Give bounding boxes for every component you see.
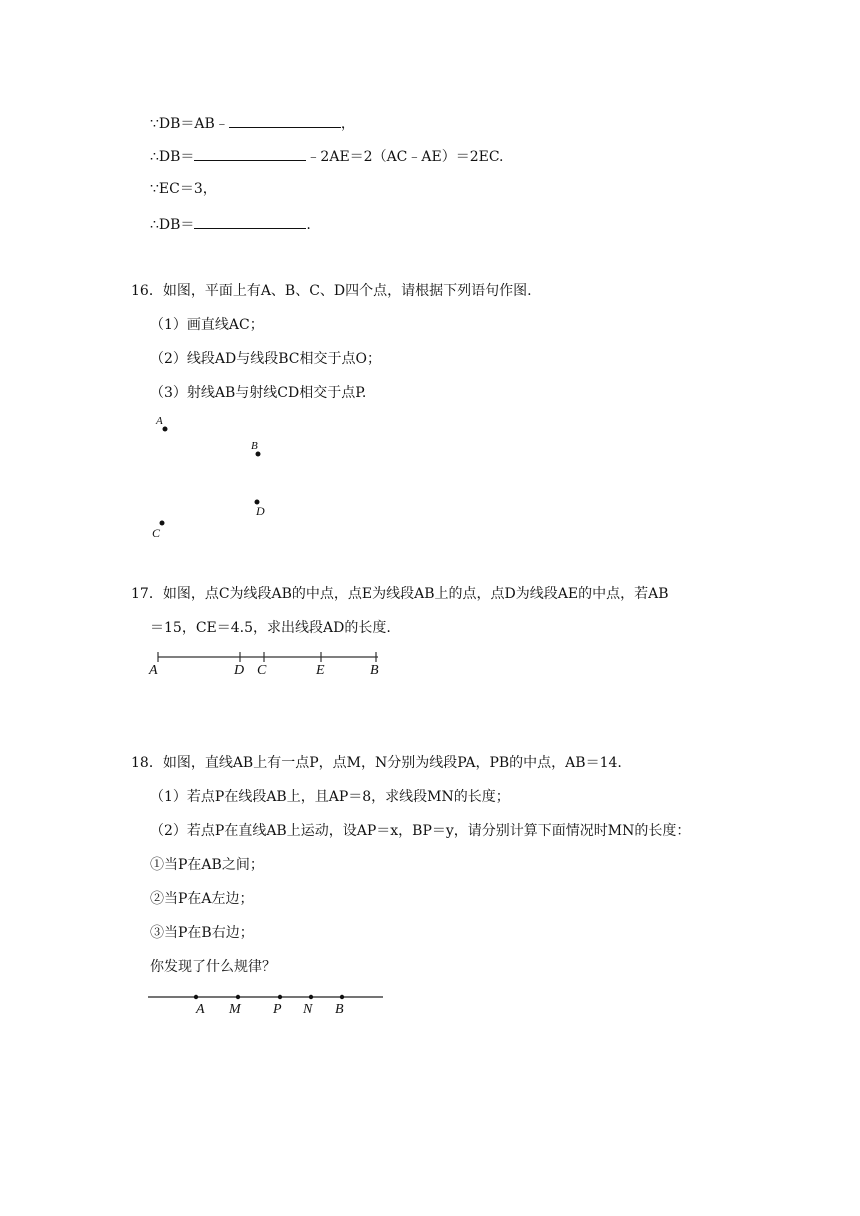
q16-item-1: （1）画直线AC；	[150, 317, 264, 333]
q18-case-3: ③当P在B右边；	[150, 925, 254, 941]
q18-line-figure	[140, 985, 390, 1021]
fill-line-4	[150, 214, 311, 234]
q17-stem-line-2: ＝15，CE＝4.5，求出线段AD的长度.	[150, 620, 391, 636]
label-c: C	[257, 663, 267, 678]
answer-blank-4[interactable]	[194, 214, 306, 229]
label-p: P	[273, 1002, 282, 1017]
fill-line-1	[150, 113, 355, 133]
fill-line-4-suffix: .	[306, 217, 311, 233]
given-line-3: ∵EC＝3，	[150, 181, 217, 197]
q18-case-2: ②当P在A左边；	[150, 891, 254, 907]
fill-line-4-prefix: ∴DB＝	[150, 217, 195, 233]
fill-line-2-suffix: ﹣2AE＝2（AC﹣AE）＝2EC.	[306, 149, 504, 165]
q17-stem-line-1: 17．如图，点C为线段AB的中点，点E为线段AB上的点，点D为线段AE的中点，若AB	[131, 586, 669, 602]
label-e: E	[316, 663, 325, 678]
fill-line-1-prefix: ∵DB＝AB﹣	[150, 116, 229, 132]
point-d-label: D	[256, 504, 265, 518]
q18-question: 你发现了什么规律？	[150, 959, 276, 975]
q17-segment-figure	[140, 645, 400, 681]
point-c-label: C	[152, 526, 161, 540]
label-n: N	[303, 1002, 313, 1017]
label-m: M	[229, 1002, 241, 1017]
q16-item-2: （2）线段AD与线段BC相交于点O；	[150, 351, 381, 367]
point-a-dot	[163, 427, 168, 432]
q18-item-2: （2）若点P在直线AB上运动，设AP＝x，BP＝y，请分别计算下面情况时MN的长度：	[150, 823, 691, 839]
point-n-dot	[309, 995, 313, 999]
point-c-dot	[160, 521, 165, 526]
answer-blank-2[interactable]	[194, 146, 306, 161]
point-p-dot	[278, 995, 282, 999]
fill-line-2-prefix: ∴DB＝	[150, 149, 195, 165]
point-b-dot	[340, 995, 344, 999]
point-a-label: A	[156, 415, 163, 427]
point-a-dot	[194, 995, 198, 999]
q18-case-1: ①当P在AB之间；	[150, 857, 264, 873]
answer-blank-1[interactable]	[229, 113, 341, 128]
label-a: A	[149, 663, 158, 678]
q18-stem: 18．如图，直线AB上有一点P，点M，N分别为线段PA，PB的中点，AB＝14.	[131, 755, 622, 771]
point-b-dot	[256, 452, 261, 457]
point-b-label: B	[251, 440, 258, 452]
label-b: B	[370, 663, 379, 678]
label-b: B	[335, 1002, 344, 1017]
q18-item-1: （1）若点P在线段AB上，且AP＝8，求线段MN的长度；	[150, 789, 510, 805]
q16-figure	[140, 408, 290, 548]
q16-stem: 16．如图，平面上有A、B、C、D四个点，请根据下列语句作图.	[131, 283, 532, 299]
fill-line-2	[150, 146, 504, 166]
label-d: D	[234, 663, 245, 678]
q16-item-3: （3）射线AB与射线CD相交于点P.	[150, 385, 367, 401]
fill-line-1-suffix: ，	[340, 116, 355, 132]
label-a: A	[196, 1002, 205, 1017]
point-m-dot	[236, 995, 240, 999]
